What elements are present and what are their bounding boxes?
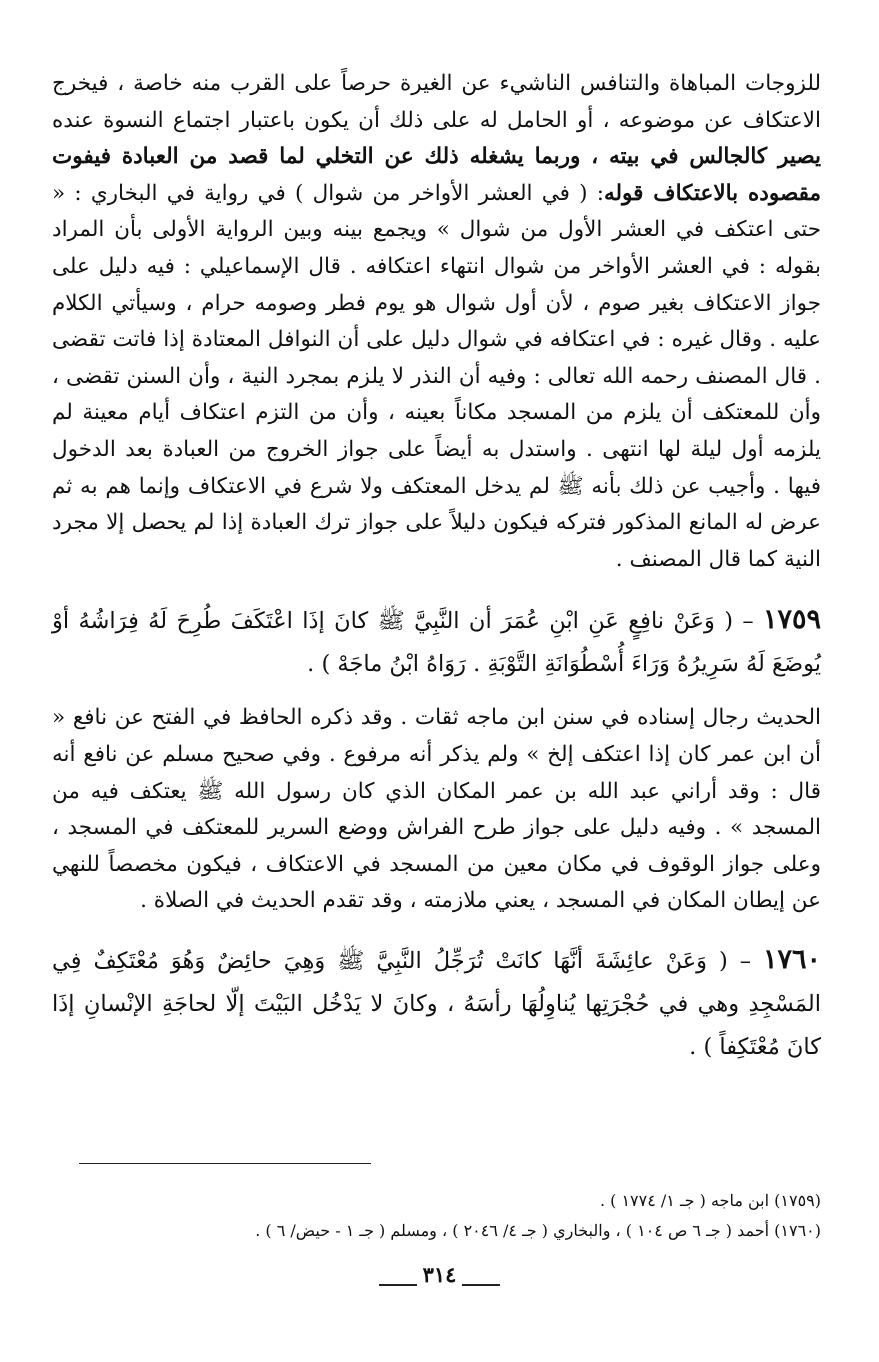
commentary-text: الحديث رجال إسناده في سنن ابن ماجه ثقات . وقد ذكره الحافظ في الفتح عن نافع « أن ابن عمر كان إذا اعتكف إلخ » ولم يذكر أنه مرفوع . وفي صحيح مسلم عن نافع أنه قال : وقد أراني عبد الله بن عمر المكان الذي كان رسول الله ﷺ يعتكف فيه من المسجد » . وفيه دليل على جواز طرح الفراش ووضع السرير للمعتكف في المسجد ، وعلى جواز الوقوف في مكان معين من المسجد في الاعتكاف ، فيكون مخصصاً للنهي عن إيطان المكان في المسجد ، يعني ملازمته ، وقد تقدم الحديث في الصلاة . [52, 705, 821, 914]
footnote-divider [79, 1163, 371, 1164]
hadith-number: ١٧٥٩ [762, 604, 821, 636]
hadith-number: ١٧٦٠ [762, 943, 821, 975]
page-number-dash [379, 1284, 417, 1286]
footnotes [52, 1186, 821, 1246]
commentary-block [52, 700, 821, 920]
footnote: (١٧٥٩) ابن ماجه ( جـ ١/ ١٧٧٤ ) . [599, 1191, 821, 1210]
commentary-text: : ( في العشر الأواخر من شوال ) في رواية في البخاري : « حتى اعتكف في العشر الأول من شوال » ويجمع بينه وبين الرواية الأولى بأن المراد بقوله : في العشر الأواخر من شوال انتهاء اعتكافه . قال الإسماعيلي : فيه دليل على جواز الاعتكاف بغير صوم ، لأن أول شوال هو يوم فطر وصومه حرام ، وسيأتي الكلام عليه . وقال غيره : في اعتكافه في شوال دليل على أن النوافل المعتادة إذا فاتت تقضى . قال المصنف رحمه الله تعالى : وفيه أن النذر لا يلزم بمجرد النية ، وأن السنن تقضى ، وأن للمعتكف أن يلزم من المسجد مكاناً بعينه ، وأن من التزم اعتكاف أيام معينة لم يلزمه أول ليلة لها انتهى . واستدل به أيضاً على جواز الخروج من العبادة بعد الدخول فيها . وأجيب عن ذلك بأنه ﷺ لم يدخل المعتكف ولا شرع في الاعتكاف وإنما هم به ثم عرض له المانع المذكور فتركه فيكون دليلاً على جواز ترك العبادة إذا لم يحصل إلا مجرد النية كما قال المصنف . [52, 180, 821, 572]
commentary-bold-text: يصير كالجالس في بيته ، وربما يشغله ذلك عن التخلي لما قصد من العبادة فيفوت مقصوده بالاعتكاف قوله [52, 144, 821, 206]
hadith-block [52, 598, 821, 686]
hadith-text: – ( وَعَنْ نافِعٍ عَنِ ابْنِ عُمَرَ أن النَّبِيَّ ﷺ كانَ إذَا اعْتَكَفَ طُرِحَ لَهُ فِرَاشُهُ أوْ يُوضَعَ لَهُ سَرِيرُهُ وَرَاءَ أُسْطُوَانَةِ التَّوْبَةِ . رَوَاهُ ابْنُ ماجَهْ ) . [52, 608, 821, 678]
hadith-block [52, 938, 821, 1069]
commentary-block [52, 66, 821, 578]
hadith-text: – ( وَعَنْ عائِشَةَ أنَّهَا كانَتْ تُرَجِّلُ النَّبِيَّ ﷺ وَهِيَ حائِضٌ وَهُوَ مُعْتَكِفٌ فِي المَسْجِدِ وهي في حُجْرَتِها يُناوِلُهَا رأسَهُ ، وكانَ لا يَدْخُل البَيْتَ إلّا لحاجَةِ الإنْسانِ إذَا كانَ مُعْتَكِفاً ) . [52, 947, 821, 1060]
page-number-value: ٣١٤ [422, 1262, 457, 1287]
commentary-text: للزوجات المباهاة والتنافس الناشيء عن الغيرة حرصاً على القرب منه خاصة ، فيخرج الاعتكاف عن موضوعه ، أو الحامل له على ذلك أن يكون باعتبار اجتماع النسوة عنده [52, 71, 821, 133]
page-body [52, 66, 821, 1362]
footnote: (١٧٦٠) أحمد ( جـ ٦ ص ١٠٤ ) ، والبخاري ( جـ ٤/ ٢٠٤٦ ) ، ومسلم ( جـ ١ - حيض/ ٦ ) . [255, 1221, 821, 1240]
page-number [0, 1262, 879, 1287]
page-number-dash [462, 1284, 500, 1286]
